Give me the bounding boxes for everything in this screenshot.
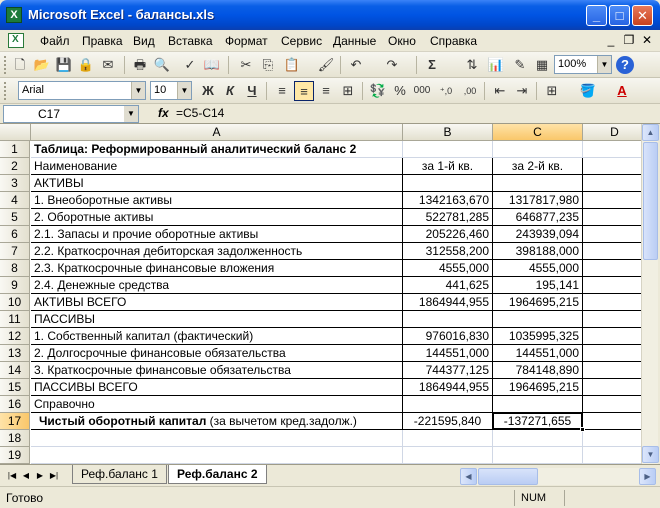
column-header-c[interactable]: C	[493, 124, 583, 141]
worksheet-grid[interactable]	[0, 124, 641, 464]
row-header[interactable]: 8	[0, 260, 30, 277]
cell-d15[interactable]	[583, 379, 641, 396]
help-icon[interactable]: ?	[616, 56, 634, 74]
cell-b1[interactable]	[403, 141, 493, 158]
standard-toolbar	[0, 52, 660, 78]
cell-d1[interactable]	[583, 141, 641, 158]
print-icon[interactable]: 🖶	[133, 57, 147, 72]
cell-b15[interactable]: 1864944,955	[403, 379, 493, 396]
open-icon[interactable]: 📂	[33, 57, 51, 72]
thousands-button[interactable]: 000	[413, 85, 431, 96]
cut-icon[interactable]: ✂	[240, 57, 252, 72]
row17-label-bold: Чистый оборотный капитал	[39, 414, 207, 428]
new-icon[interactable]: 🗋	[14, 57, 26, 72]
column-header-a[interactable]: A	[31, 124, 403, 141]
cell-a2[interactable]: Наименование	[31, 158, 403, 175]
fill-handle[interactable]	[580, 427, 585, 432]
cell-c3[interactable]	[493, 175, 583, 192]
drawing-icon[interactable]: ✎	[514, 57, 526, 72]
chart-wizard-icon[interactable]: 📊	[487, 57, 505, 72]
row-header[interactable]: 2	[0, 158, 30, 175]
row-header[interactable]: 14	[0, 362, 30, 379]
increase-decimal-button[interactable]: ⁺,0	[439, 86, 453, 96]
row-header[interactable]: 11	[0, 311, 30, 328]
row-header[interactable]: 1	[0, 141, 30, 158]
cell-d13[interactable]	[583, 345, 641, 362]
cell-a14[interactable]: 3. Краткосрочные финансовые обязательства	[31, 362, 403, 379]
cell-c11[interactable]	[493, 311, 583, 328]
cell-a18[interactable]	[31, 430, 403, 447]
decrease-indent-icon[interactable]: ⇤	[494, 83, 506, 98]
cell-c15[interactable]: 1964695,215	[493, 379, 583, 396]
redo-icon[interactable]: ↷	[386, 57, 398, 72]
permission-icon[interactable]: 🔒	[77, 57, 95, 72]
cell-d5[interactable]	[583, 209, 641, 226]
select-all-button[interactable]	[0, 124, 31, 141]
cell-c8[interactable]: 4555,000	[493, 260, 583, 277]
cell-b4[interactable]: 1342163,670	[403, 192, 493, 209]
cell-d6[interactable]	[583, 226, 641, 243]
row-header[interactable]: 9	[0, 277, 30, 294]
chevron-down-icon[interactable]: ▼	[131, 82, 145, 99]
cell-a7[interactable]: 2.2. Краткосрочная дебиторская задолженность	[31, 243, 403, 260]
status-bar	[0, 486, 660, 508]
row-header[interactable]: 6	[0, 226, 30, 243]
cell-c13[interactable]: 144551,000	[493, 345, 583, 362]
cell-b17[interactable]: -221595,840	[403, 413, 493, 430]
underline-button[interactable]: Ч	[247, 83, 257, 98]
cell-b13[interactable]: 144551,000	[403, 345, 493, 362]
menu-format[interactable]: Формат	[225, 34, 268, 48]
autosum-icon[interactable]: Σ	[428, 57, 436, 72]
menu-data[interactable]: Данные	[333, 34, 377, 48]
cell-c6[interactable]: 243939,094	[493, 226, 583, 243]
cell-a6[interactable]: 2.1. Запасы и прочие оборотные активы	[31, 226, 403, 243]
cell-c1[interactable]	[493, 141, 583, 158]
print-preview-icon[interactable]: 🔍	[153, 57, 171, 72]
scroll-up-icon[interactable]: ▲	[642, 124, 659, 141]
currency-icon[interactable]: 💱	[369, 83, 387, 98]
cell-c7[interactable]: 398188,000	[493, 243, 583, 260]
percent-button[interactable]: %	[394, 83, 406, 98]
doc-close-button[interactable]: ✕	[641, 33, 653, 47]
excel-icon[interactable]: X	[6, 7, 22, 23]
vertical-scrollbar[interactable]	[641, 124, 658, 464]
title-bar	[0, 0, 660, 30]
status-pane-empty	[564, 490, 660, 506]
close-button[interactable]: ✕	[632, 5, 653, 26]
increase-indent-icon[interactable]: ⇥	[516, 83, 528, 98]
doc-minimize-button[interactable]: _	[607, 33, 615, 47]
menu-bar	[0, 30, 660, 52]
cell-d2[interactable]	[583, 158, 641, 175]
row-header[interactable]: 7	[0, 243, 30, 260]
cell-b18[interactable]	[403, 430, 493, 447]
cell-d12[interactable]	[583, 328, 641, 345]
cell-c2[interactable]: за 2-й кв.	[493, 158, 583, 175]
cell-c9[interactable]: 195,141	[493, 277, 583, 294]
menu-tools[interactable]: Сервис	[281, 34, 323, 48]
row-header[interactable]: 15	[0, 379, 30, 396]
cell-a9[interactable]: 2.4. Денежные средства	[31, 277, 403, 294]
cell-d11[interactable]	[583, 311, 641, 328]
menu-window[interactable]: Окно	[388, 34, 416, 48]
cell-d18[interactable]	[583, 430, 641, 447]
row-header[interactable]: 16	[0, 396, 30, 413]
row-header[interactable]: 17	[0, 413, 30, 430]
column-header-b[interactable]: B	[403, 124, 493, 141]
align-left-icon[interactable]: ≡	[278, 83, 286, 98]
menu-edit[interactable]: Правка	[82, 34, 123, 48]
chevron-down-icon[interactable]: ▼	[124, 106, 138, 122]
align-right-icon[interactable]: ≡	[322, 83, 330, 98]
toolbar-separator	[416, 56, 417, 74]
menu-view[interactable]: Вид	[133, 34, 155, 48]
zoom-value: 100%	[558, 58, 587, 70]
borders-icon[interactable]: ⊞	[546, 83, 558, 98]
next-sheet-icon[interactable]: ▶	[36, 471, 44, 480]
cell-a15[interactable]: ПАССИВЫ ВСЕГО	[31, 379, 403, 396]
formula-input[interactable]: =C5-C14	[176, 106, 225, 120]
bold-button[interactable]: Ж	[202, 83, 214, 98]
cell-d9[interactable]	[583, 277, 641, 294]
decrease-decimal-button[interactable]: ,00	[463, 86, 477, 96]
horizontal-scrollbar[interactable]	[460, 468, 656, 485]
menu-file[interactable]: Файл	[40, 34, 70, 48]
doc-restore-button[interactable]: ❐	[623, 33, 635, 47]
minimize-button[interactable]: _	[586, 5, 607, 26]
cell-d8[interactable]	[583, 260, 641, 277]
cell-b6[interactable]: 205226,460	[403, 226, 493, 243]
toolbar-separator	[228, 56, 229, 74]
font-name-select[interactable]	[18, 81, 146, 100]
cell-c18[interactable]	[493, 430, 583, 447]
cell-d17[interactable]	[583, 413, 641, 430]
first-sheet-icon[interactable]: |◀	[7, 471, 17, 480]
cell-b19[interactable]	[403, 447, 493, 464]
cell-a5[interactable]: 2. Оборотные активы	[31, 209, 403, 226]
cell-b14[interactable]: 744377,125	[403, 362, 493, 379]
name-box-value: C17	[38, 107, 61, 121]
cell-b16[interactable]	[403, 396, 493, 413]
row-header[interactable]: 13	[0, 345, 30, 362]
cell-d16[interactable]	[583, 396, 641, 413]
cell-b7[interactable]: 312558,200	[403, 243, 493, 260]
name-box[interactable]	[3, 105, 139, 123]
row-header[interactable]: 4	[0, 192, 30, 209]
cell-c14[interactable]: 784148,890	[493, 362, 583, 379]
horizontal-scroll-thumb[interactable]	[478, 468, 538, 485]
toolbar-grip[interactable]	[4, 82, 7, 100]
cell-a17[interactable]	[31, 413, 403, 430]
cell-b5[interactable]: 522781,285	[403, 209, 493, 226]
window-title: Microsoft Excel - балансы.xls	[28, 7, 215, 22]
chevron-down-icon[interactable]: ▼	[597, 56, 611, 73]
cell-c16[interactable]	[493, 396, 583, 413]
copy-icon[interactable]: ⎘	[262, 57, 274, 72]
cell-d7[interactable]	[583, 243, 641, 260]
fill-color-icon[interactable]: 🪣	[579, 83, 597, 98]
scroll-left-icon[interactable]: ◀	[460, 468, 477, 485]
sheet-tab-1[interactable]: Реф.баланс 1	[72, 465, 167, 484]
toolbar-separator	[266, 82, 267, 100]
cell-b12[interactable]: 976016,830	[403, 328, 493, 345]
merge-center-icon[interactable]: ⊞	[342, 83, 354, 98]
row-header[interactable]: 19	[0, 447, 30, 464]
cell-c19[interactable]	[493, 447, 583, 464]
font-size-select[interactable]	[150, 81, 192, 100]
email-icon[interactable]: ✉	[102, 57, 114, 72]
cell-c10[interactable]: 1964695,215	[493, 294, 583, 311]
paste-icon[interactable]: 📋	[283, 57, 301, 72]
cell-a12[interactable]: 1. Собственный капитал (фактический)	[31, 328, 403, 345]
sheet-tab-bar	[0, 464, 660, 486]
cell-a8[interactable]: 2.3. Краткосрочные финансовые вложения	[31, 260, 403, 277]
cell-d3[interactable]	[583, 175, 641, 192]
insert-function-icon[interactable]: fx	[158, 106, 169, 120]
research-icon[interactable]: 📖	[203, 57, 221, 72]
status-text: Готово	[6, 491, 44, 505]
save-icon[interactable]: 💾	[55, 57, 73, 72]
formatting-toolbar	[0, 78, 660, 104]
grid-icon[interactable]: ▦	[535, 57, 549, 72]
cell-c12[interactable]: 1035995,325	[493, 328, 583, 345]
cell-b11[interactable]	[403, 311, 493, 328]
row-header[interactable]: 10	[0, 294, 30, 311]
toolbar-separator	[362, 82, 363, 100]
font-name-value: Arial	[22, 84, 45, 96]
cell-a13[interactable]: 2. Долгосрочные финансовые обязательства	[31, 345, 403, 362]
row-header[interactable]: 3	[0, 175, 30, 192]
cell-d14[interactable]	[583, 362, 641, 379]
cell-b2[interactable]: за 1-й кв.	[403, 158, 493, 175]
column-headers	[0, 124, 641, 141]
cell-a4[interactable]: 1. Внеоборотные активы	[31, 192, 403, 209]
cell-b9[interactable]: 441,625	[403, 277, 493, 294]
scroll-right-icon[interactable]: ▶	[639, 468, 656, 485]
scroll-down-icon[interactable]: ▼	[642, 446, 659, 463]
align-center-icon[interactable]: ≡	[294, 81, 314, 101]
font-color-icon[interactable]: A	[617, 83, 627, 98]
maximize-button[interactable]: □	[609, 5, 630, 26]
toolbar-separator	[536, 82, 537, 100]
last-sheet-icon[interactable]: ▶|	[49, 471, 59, 480]
row-header[interactable]: 18	[0, 430, 30, 447]
num-lock-indicator: NUM	[514, 490, 564, 506]
toolbar-separator	[124, 56, 125, 74]
cell-a1[interactable]: Таблица: Реформированный аналитический баланс 2	[31, 141, 403, 158]
menu-help[interactable]: Справка	[430, 34, 478, 48]
font-size-value: 10	[154, 84, 167, 96]
italic-button[interactable]: К	[226, 83, 234, 98]
cell-d10[interactable]	[583, 294, 641, 311]
cell-a19[interactable]	[31, 447, 403, 464]
zoom-select[interactable]	[554, 55, 612, 74]
toolbar-grip[interactable]	[4, 56, 7, 74]
vertical-scroll-thumb[interactable]	[643, 142, 658, 260]
sheet-tab-2[interactable]: Реф.баланс 2	[168, 465, 267, 484]
prev-sheet-icon[interactable]: ◀	[22, 471, 30, 480]
row-header[interactable]: 12	[0, 328, 30, 345]
toolbar-separator	[340, 56, 341, 74]
row-header[interactable]: 5	[0, 209, 30, 226]
chevron-down-icon[interactable]: ▼	[177, 82, 191, 99]
sort-ascending-icon[interactable]: ⇅	[466, 57, 478, 72]
cell-b8[interactable]: 4555,000	[403, 260, 493, 277]
row17-label-rest: (за вычетом кред.задолж.)	[206, 414, 357, 428]
menu-insert[interactable]: Вставка	[168, 34, 213, 48]
cell-d4[interactable]	[583, 192, 641, 209]
cell-d19[interactable]	[583, 447, 641, 464]
cell-b3[interactable]	[403, 175, 493, 192]
format-painter-icon[interactable]: 🖌	[317, 57, 335, 72]
column-header-d[interactable]: D	[583, 124, 641, 141]
workbook-icon[interactable]	[8, 33, 24, 48]
cell-c17[interactable]: -137271,655	[493, 413, 583, 430]
spelling-icon[interactable]: ✓	[184, 57, 196, 72]
cell-a3[interactable]: АКТИВЫ	[31, 175, 403, 192]
cell-c5[interactable]: 646877,235	[493, 209, 583, 226]
toolbar-separator	[484, 82, 485, 100]
undo-icon[interactable]: ↶	[350, 57, 362, 72]
cell-a11[interactable]: ПАССИВЫ	[31, 311, 403, 328]
formula-bar	[0, 104, 660, 124]
cell-a10[interactable]: АКТИВЫ ВСЕГО	[31, 294, 403, 311]
cell-b10[interactable]: 1864944,955	[403, 294, 493, 311]
cell-a16[interactable]: Справочно	[31, 396, 403, 413]
cell-c4[interactable]: 1317817,980	[493, 192, 583, 209]
